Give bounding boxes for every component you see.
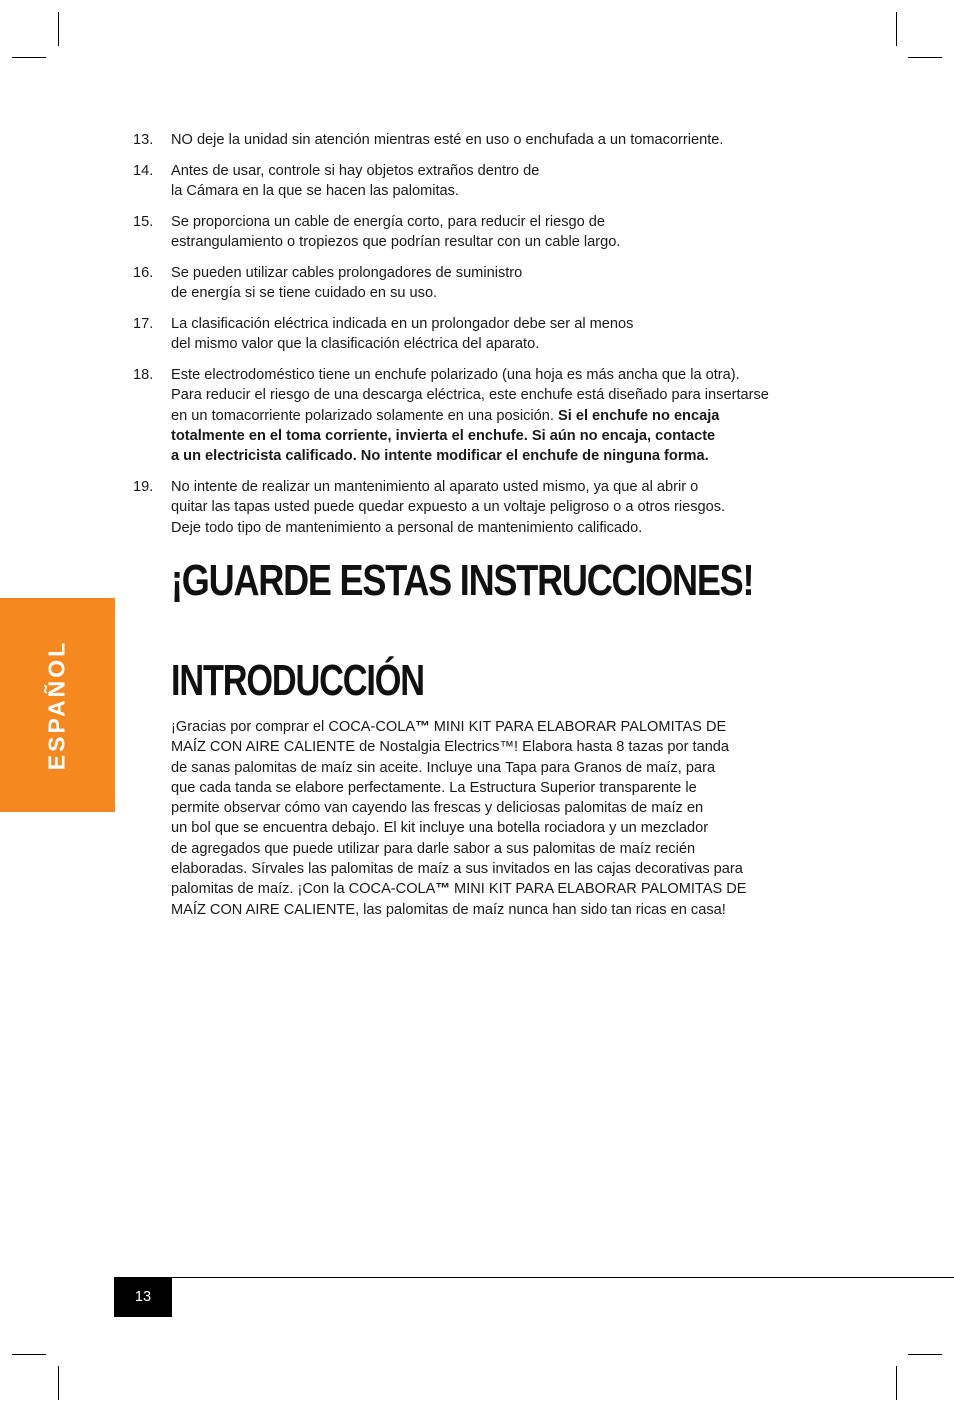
instruction-item <box>133 477 823 538</box>
bold-text: Si el enchufe no encaja <box>557 407 720 424</box>
instruction-number: 17. <box>133 316 154 333</box>
text-segment: un bol que se encuentra debajo. El kit incluye una botella rociadora y un mezclador <box>171 820 709 837</box>
text-segment: Para reducir el riesgo de una descarga eléctrica, este enchufe está diseñado para insertarse <box>171 387 769 404</box>
text-segment: Antes de usar, controle si hay objetos extraños dentro de <box>171 162 540 179</box>
crop-mark <box>58 12 59 46</box>
instruction-item <box>133 263 823 304</box>
text-line <box>171 212 823 232</box>
bold-text: a un electricista calificado. No intente modificar el enchufe de ninguna forma. <box>171 448 709 465</box>
text-line <box>171 758 811 778</box>
text-line <box>171 859 811 879</box>
text-line <box>171 879 811 899</box>
text-line <box>171 717 811 737</box>
text-segment: MAÍZ CON AIRE CALIENTE de Nostalgia Electrics™! Elabora hasta 8 tazas por tanda <box>171 739 730 756</box>
language-tab-label: ESPAÑOL <box>43 639 70 771</box>
instruction-item <box>133 161 823 202</box>
text-segment: MINI KIT PARA ELABORAR PALOMITAS DE <box>429 719 727 735</box>
text-line <box>171 385 823 405</box>
text-segment: la Cámara en la que se hacen las palomitas. <box>171 183 459 200</box>
text-segment: No intente de realizar un mantenimiento al aparato usted mismo, ya que al abrir o <box>171 479 699 496</box>
bold-text: totalmente en el toma corriente, invierta el enchufe. Si aún no encaja, contacte <box>171 428 716 445</box>
page-number: 13 <box>134 1289 152 1305</box>
instruction-item <box>133 130 823 150</box>
instruction-number: 19. <box>133 479 154 496</box>
text-line <box>171 818 811 838</box>
text-line <box>171 181 823 201</box>
text-segment: ¡Gracias por comprar el COCA-COLA <box>171 719 416 735</box>
instruction-text <box>171 263 823 304</box>
text-line <box>171 497 823 517</box>
instruction-text <box>171 365 823 466</box>
safety-instructions-list <box>133 130 823 549</box>
text-line <box>171 334 823 354</box>
instruction-number: 16. <box>133 264 154 281</box>
bold-text: ™ <box>435 881 450 898</box>
text-line <box>171 839 811 859</box>
text-line <box>171 477 823 497</box>
text-line <box>171 263 823 283</box>
text-line <box>171 130 823 150</box>
crop-mark <box>908 57 942 58</box>
text-segment: estrangulamiento o tropiezos que podrían resultar con un cable largo. <box>171 234 621 251</box>
text-line <box>171 737 811 757</box>
text-segment: MAÍZ CON AIRE CALIENTE, las palomitas de maíz nunca han sido tan ricas en casa! <box>171 901 726 918</box>
crop-mark <box>58 1366 59 1400</box>
text-line <box>171 283 823 303</box>
text-segment: quitar las tapas usted puede quedar expuesto a un voltaje peligroso o a otros riesgos. <box>171 499 726 516</box>
text-segment: de agregados que puede utilizar para darle sabor a sus palomitas de maíz recién <box>171 840 696 857</box>
instruction-text <box>171 130 823 150</box>
crop-mark <box>896 12 897 46</box>
text-segment: Este electrodoméstico tiene un enchufe polarizado (una hoja es más ancha que la otra). <box>171 367 740 384</box>
instruction-text <box>171 161 823 202</box>
text-segment: de energía si se tiene cuidado en su uso. <box>171 285 438 302</box>
text-segment: de sanas palomitas de maíz sin aceite. Incluye una Tapa para Granos de maíz, para <box>171 759 716 776</box>
text-segment: que cada tanda se elabore perfectamente. La Estructura Superior transparente le <box>171 779 697 796</box>
text-line <box>171 161 823 181</box>
crop-mark <box>908 1354 942 1355</box>
crop-mark <box>12 57 46 58</box>
introduction-heading: INTRODUCCIÓN <box>171 656 424 705</box>
text-line <box>171 778 811 798</box>
instruction-item <box>133 314 823 355</box>
text-segment: Se proporciona un cable de energía corto, para reducir el riesgo de <box>171 213 606 230</box>
instruction-number: 13. <box>133 132 154 148</box>
text-line <box>171 314 823 334</box>
instruction-text <box>171 314 823 355</box>
text-line <box>171 900 811 920</box>
language-tab <box>0 598 115 812</box>
instruction-text <box>171 477 823 538</box>
instruction-text <box>171 212 823 253</box>
crop-mark <box>896 1366 897 1400</box>
text-segment: del mismo valor que la clasificación eléctrica del aparato. <box>171 336 540 353</box>
text-line <box>171 426 823 446</box>
text-segment: La clasificación eléctrica indicada en un prolongador debe ser al menos <box>171 316 634 333</box>
text-segment: palomitas de maíz. ¡Con la COCA-COLA <box>171 881 436 898</box>
text-segment: permite observar cómo van cayendo las frescas y deliciosas palomitas de maíz en <box>171 800 704 817</box>
text-line <box>171 406 823 426</box>
instruction-number: 15. <box>133 213 154 230</box>
text-segment: elaboradas. Sírvales las palomitas de maíz a sus invitados en las cajas decorativas para <box>171 861 743 878</box>
instruction-number: 14. <box>133 162 154 179</box>
text-line <box>171 798 811 818</box>
instruction-item <box>133 365 823 466</box>
bold-text: ™ <box>415 719 430 735</box>
text-segment: Se pueden utilizar cables prolongadores de suministro <box>171 264 523 281</box>
text-segment: NO deje la unidad sin atención mientras esté en uso o enchufada a un tomacorriente. <box>171 132 724 148</box>
text-line <box>171 365 823 385</box>
instruction-number: 18. <box>133 367 154 384</box>
text-line <box>171 446 823 466</box>
text-line <box>171 518 823 538</box>
crop-mark <box>12 1354 46 1355</box>
introduction-paragraph <box>171 717 811 920</box>
instruction-item <box>133 212 823 253</box>
text-line <box>171 232 823 252</box>
footer-rule <box>114 1277 954 1278</box>
save-instructions-heading: ¡GUARDE ESTAS INSTRUCCIONES! <box>171 556 754 605</box>
text-segment: Deje todo tipo de mantenimiento a personal de mantenimiento calificado. <box>171 519 643 536</box>
page-number-box <box>114 1277 172 1317</box>
text-segment: MINI KIT PARA ELABORAR PALOMITAS DE <box>450 881 747 898</box>
text-segment: en un tomacorriente polarizado solamente en una posición. <box>171 407 558 424</box>
